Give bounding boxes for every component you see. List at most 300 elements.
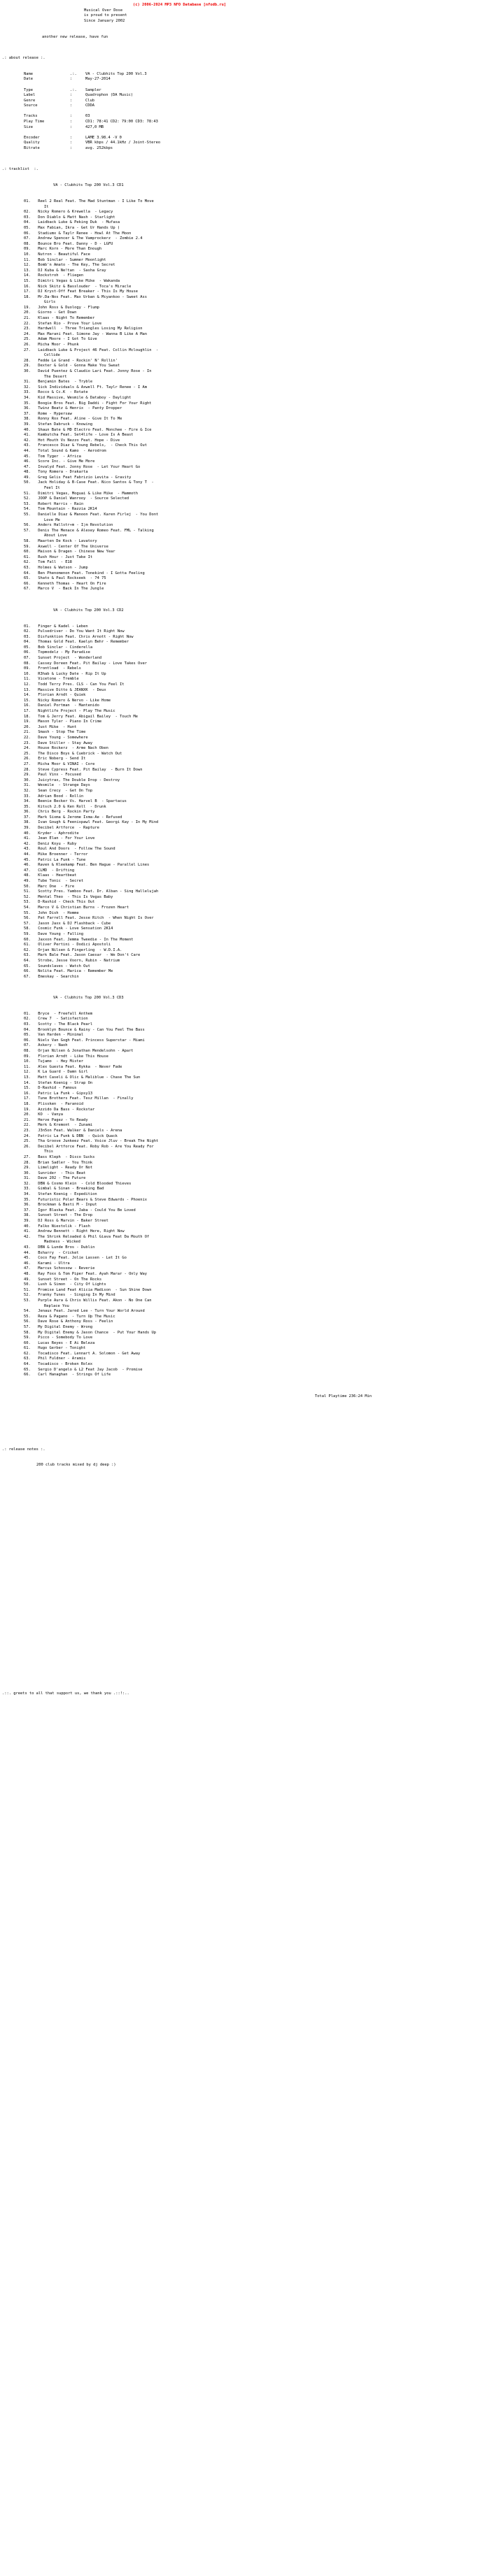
track-line <box>0 1298 487 1304</box>
track-line <box>0 720 487 725</box>
track-number: 27. <box>24 1154 31 1159</box>
spacer <box>0 1548 487 1564</box>
track-title: Cosmic Funk - Love Sensation 2K14 <box>36 926 113 931</box>
track-title: Juicytrax, The Double Drop - Destroy <box>36 778 120 782</box>
release-greeting: another new release, have fun <box>42 34 108 39</box>
track-title: Rocco & Cc.K - Rotate <box>36 390 88 395</box>
track-title: Ben Phenomenon Feat. Tonekind - I Gotta Feeling <box>36 571 145 575</box>
track-line <box>0 199 487 205</box>
track-line <box>0 252 487 258</box>
track-line <box>0 273 487 279</box>
greets-line: .::. greets to all that support us, we thank you .::!:.. <box>2 1691 129 1696</box>
track-title: Kenneth Thomas - Heart On Fire <box>36 581 106 586</box>
track-line <box>0 1341 487 1347</box>
track-line <box>0 624 487 630</box>
track-line <box>0 938 487 943</box>
track-title-continuation: About Love <box>44 534 67 538</box>
release-info-key: Bitrate <box>24 146 40 151</box>
track-line <box>0 1118 487 1124</box>
track-line <box>0 1059 487 1065</box>
track-line <box>0 279 487 285</box>
track-title: Scotty Pres. Yamboo Feat. Dr. Alban - Sing Hallelujah <box>36 889 159 894</box>
spacer <box>0 1564 487 1580</box>
track-title: Niels Van Gogh Feat. Princess Superstar - Miami <box>36 1038 145 1043</box>
track-title: Marc Korn - More Than Enough <box>36 247 102 252</box>
track-line <box>0 1123 487 1129</box>
section-heading-tracklist: .: tracklist :. <box>2 167 38 172</box>
release-info-key: Play Time <box>24 120 45 124</box>
track-number: 15. <box>24 698 31 703</box>
track-number: 18. <box>24 294 31 299</box>
track-number: 66. <box>24 581 31 586</box>
spacer-row <box>0 109 160 115</box>
track-number: 37. <box>24 815 31 820</box>
track-number: 14. <box>24 1080 31 1085</box>
release-info-value: 03 <box>85 114 90 119</box>
track-title: Mark Bale Feat. Jason Caesar - We Don't Care <box>36 953 141 958</box>
track-title: Nightlife Project - Play The Music <box>36 709 115 714</box>
track-number: 30. <box>24 778 31 782</box>
track-title-continuation: Love Me <box>44 517 60 522</box>
track-line <box>0 682 487 688</box>
spacer <box>0 1415 487 1431</box>
track-number: 52. <box>24 894 31 899</box>
release-info-separator: : <box>70 114 73 119</box>
track-number: 06. <box>24 231 31 236</box>
track-line <box>0 789 487 794</box>
track-title: Greg Gelis Feat Fabrizio Levita - Gravity <box>36 475 132 480</box>
track-title: Tocadisco Feat. Lennart A. Solomon - Get Away <box>36 1351 141 1356</box>
track-title: D-Rashid - Check This Out <box>36 900 95 905</box>
track-number: 64. <box>24 958 31 963</box>
track-number: 15. <box>24 278 31 283</box>
track-title: Franky Tunes - Singing In My Mind <box>36 1293 115 1298</box>
track-number: 19. <box>24 1107 31 1112</box>
track-line <box>0 635 487 641</box>
track-title: Igor Blaska Feat. Jaba - Could You Be Loved <box>36 1208 136 1212</box>
track-line <box>0 1325 487 1331</box>
spacer <box>0 1399 487 1415</box>
spacer <box>0 1580 487 1596</box>
track-title: Don Diablo & Matt Nash - Starlight <box>36 215 115 220</box>
track-title-continuation: This <box>44 1150 53 1154</box>
track-number: 19. <box>24 305 31 310</box>
track-number: 06. <box>24 1038 31 1043</box>
track-number: 55. <box>24 513 31 517</box>
track-line <box>0 895 487 901</box>
spacer <box>0 152 487 168</box>
track-line <box>0 805 487 810</box>
track-number: 17. <box>24 289 31 294</box>
track-line <box>0 359 487 364</box>
release-notes-text: 200 club tracks mixed by dj deep :) <box>36 1463 116 1468</box>
track-line <box>0 645 487 651</box>
track-title: Dimitri Vegas, Moguai & Like Mike - Mammoth <box>36 491 139 496</box>
track-line <box>0 258 487 264</box>
track-title: Axwell - Center Of The Universe <box>36 544 108 549</box>
track-line <box>0 1309 487 1315</box>
track-line <box>0 566 487 571</box>
track-title: Sergio D'angelo & L2 Feat Jay Jacob - Promise <box>36 1367 143 1372</box>
track-number: 49. <box>24 879 31 884</box>
track-line <box>0 455 487 460</box>
track-line <box>0 587 487 592</box>
track-line <box>0 757 487 762</box>
track-line <box>0 247 487 252</box>
track-number: 24. <box>24 1133 31 1138</box>
track-title: Eric Noberg - Send It <box>36 757 86 761</box>
track-line <box>0 1139 487 1145</box>
track-line <box>0 661 487 667</box>
spacer <box>0 1468 487 1484</box>
track-line <box>0 1315 487 1320</box>
track-line <box>0 709 487 715</box>
track-line <box>0 226 487 231</box>
track-title: Adam Moore - I Got To Give <box>36 337 97 342</box>
spacer <box>0 62 487 72</box>
track-title: Patric La Funk - Tune <box>36 857 86 862</box>
track-line <box>0 475 487 481</box>
track-number: 28. <box>24 358 31 363</box>
track-number: 10. <box>24 252 31 257</box>
track-line <box>0 337 487 343</box>
track-line <box>0 231 487 237</box>
track-title: Mark Sixma & Jerome Isma-Ae - Refused <box>36 815 122 820</box>
track-title: Daniel Portman - Mantenido <box>36 703 99 708</box>
track-number: 66. <box>24 1373 31 1378</box>
spacer <box>0 1596 487 1612</box>
track-line <box>0 730 487 736</box>
track-number: 55. <box>24 1314 31 1319</box>
track-title: Pat Farrell Feat. Jesse Ritch - When Night Is Over <box>36 916 154 921</box>
track-line <box>0 932 487 938</box>
track-number: 46. <box>24 459 31 464</box>
track-number: 24. <box>24 746 31 751</box>
track-number: 54. <box>24 507 31 512</box>
track-title: Merk & Kremont - Zunami <box>36 1123 93 1128</box>
track-number: 24. <box>24 331 31 336</box>
track-title: Florian Arndt - Quiek <box>36 693 86 698</box>
track-number: 35. <box>24 804 31 809</box>
spacer <box>0 1431 487 1447</box>
track-line <box>0 1012 487 1017</box>
track-line <box>0 1219 487 1224</box>
track-number: 08. <box>24 661 31 666</box>
track-line <box>0 529 487 534</box>
track-number: 50. <box>24 884 31 889</box>
track-number: 21. <box>24 730 31 735</box>
track-line <box>0 1272 487 1278</box>
track-number: 47. <box>24 1266 31 1271</box>
track-number: 53. <box>24 1298 31 1303</box>
track-line <box>0 1357 487 1362</box>
track-line <box>0 1065 487 1071</box>
track-number: 63. <box>24 953 31 958</box>
track-title: Ronny Rox Feat. Aline - Give It To Me <box>36 417 122 422</box>
track-number: 15. <box>24 1086 31 1091</box>
track-line <box>0 269 487 274</box>
track-title: Raven & Kleekamp Feat. Ben Hague - Parallel Lines <box>36 863 150 868</box>
track-title: Mr.Da-Nos Feat. Max Urban & Mcyankoo - Sweet Ass <box>36 294 148 299</box>
track-number: 27. <box>24 761 31 766</box>
release-info-row <box>0 103 160 109</box>
spacer <box>0 1532 487 1548</box>
track-title: Crew 7 - Satisfaction <box>36 1017 88 1022</box>
spacer <box>0 1501 487 1517</box>
track-number: 37. <box>24 411 31 416</box>
track-title: Oliver Pertini - Dodici Apostoli <box>36 943 111 947</box>
track-line <box>0 672 487 678</box>
track-title: Plissken - Paranoid <box>36 1101 84 1106</box>
track-title: Giorno - Get Down <box>36 310 77 315</box>
release-info-separator: : <box>70 103 73 108</box>
release-info-key: Name <box>24 71 33 76</box>
track-title-continuation: Replace You <box>44 1303 69 1308</box>
track-title: Cassey Doreen Feat. Pit Bailay - Love Takes Over <box>36 661 148 666</box>
track-line <box>0 306 487 311</box>
track-line <box>0 513 487 518</box>
track-title: Azzido Da Bass - Rockstar <box>36 1107 95 1112</box>
track-number: 59. <box>24 931 31 936</box>
track-line <box>0 1192 487 1198</box>
track-number: 52. <box>24 1293 31 1298</box>
track-title-continuation: Girls <box>44 300 56 305</box>
track-title: Dave Stiller - Stay Away <box>36 740 93 745</box>
track-line <box>0 752 487 757</box>
track-line <box>0 385 487 391</box>
track-line <box>0 390 487 396</box>
track-line <box>0 443 487 449</box>
track-line <box>0 677 487 682</box>
track-line <box>0 1054 487 1060</box>
track-title: Scotty - The Black Pearl <box>36 1022 93 1027</box>
track-line <box>0 736 487 741</box>
track-line <box>0 879 487 885</box>
track-title: Jack Holiday & B-Case Feat. Nico Santos & Tony T - <box>36 480 154 485</box>
track-number: 42. <box>24 841 31 846</box>
track-number: 36. <box>24 406 31 411</box>
track-number: 46. <box>24 863 31 868</box>
track-title-continuation: Madness - Wicked <box>44 1240 80 1245</box>
release-info-value: May-27-2014 <box>85 77 111 82</box>
track-line <box>0 417 487 422</box>
track-number: 31. <box>24 380 31 385</box>
track-line <box>0 820 487 826</box>
track-number: 22. <box>24 321 31 326</box>
track-title: DBN & Cosmo Klein - Cold Blooded Thieves <box>36 1181 132 1186</box>
track-number: 58. <box>24 539 31 543</box>
track-line <box>0 640 487 645</box>
track-line <box>0 688 487 694</box>
track-line <box>0 852 487 858</box>
release-info-separator: : <box>70 93 73 98</box>
track-number: 29. <box>24 773 31 778</box>
track-title: Stadiumx & Taylr Renee - Howl At The Moon <box>36 231 132 236</box>
track-title: John Ross & Duology - Flump <box>36 305 99 310</box>
track-number: 56. <box>24 1319 31 1324</box>
track-number: 05. <box>24 1033 31 1038</box>
track-number: 29. <box>24 364 31 368</box>
track-number: 34. <box>24 799 31 804</box>
track-line <box>0 1102 487 1108</box>
track-title: Marco V - Back In The Jungle <box>36 587 104 592</box>
track-line <box>0 1155 487 1161</box>
track-number: 62. <box>24 1351 31 1356</box>
spacer <box>0 1001 487 1012</box>
release-info-key: Label <box>24 93 36 98</box>
track-number: 06. <box>24 650 31 655</box>
track-title: Shaun Bate & MD Electro Feat. Monchee - Fire & Ice <box>36 427 152 432</box>
track-title: Rush Hour - Just Take It <box>36 554 93 559</box>
track-number: 35. <box>24 1197 31 1202</box>
track-title: Bass Kleph - Disco Sucks <box>36 1154 95 1159</box>
track-title: Tom Mountain - Razzia 2K14 <box>36 507 97 512</box>
track-line <box>0 746 487 752</box>
track-title: Ivan Gough & Feenixpawl Feat. Georgi Kay - In My Mind <box>36 820 159 825</box>
track-line <box>0 539 487 545</box>
release-info-value: Quadrophon (DA Music) <box>85 93 134 98</box>
track-title: Kryder - Aphrodite <box>36 831 79 836</box>
track-title: DJ Kuba & Ne!tan - Sasha Gray <box>36 268 106 273</box>
track-line <box>0 826 487 831</box>
track-number: 64. <box>24 1362 31 1367</box>
track-number: 45. <box>24 857 31 862</box>
track-title: Kitsch 2.0 & Ken Roll - Drunk <box>36 804 106 809</box>
track-title: JOOP & Daniel Wanrooy - Source Selected <box>36 496 129 501</box>
track-number: 65. <box>24 576 31 581</box>
disc-title: VA - Clubhits Top 200 Vol.3 CD1 <box>53 183 124 188</box>
track-number: 25. <box>24 337 31 342</box>
track-number: 01. <box>24 199 31 203</box>
track-number: 65. <box>24 964 31 968</box>
track-line <box>0 1187 487 1192</box>
track-line <box>0 332 487 338</box>
track-line <box>0 396 487 401</box>
track-number: 30. <box>24 369 31 373</box>
track-number: 19. <box>24 720 31 724</box>
release-info-separator: : <box>70 135 73 140</box>
release-info-value: avg. 252kbps <box>85 146 113 151</box>
track-title: Tune Brothers Feat. Tesz Millan - Finally <box>36 1096 134 1101</box>
track-line <box>0 1266 487 1272</box>
track-line <box>0 906 487 911</box>
nfodb-copyright: (c) 2006-2024 MP3 NFO Database [nfodb.ru] <box>133 3 227 7</box>
track-line <box>0 943 487 948</box>
track-line <box>0 768 487 773</box>
track-line <box>0 289 487 295</box>
track-line <box>0 242 487 248</box>
track-title: Phil Fuldner - Aramis <box>36 1357 86 1361</box>
spacer <box>0 613 487 624</box>
tracklist-container <box>0 183 487 1378</box>
track-title: Vicetone - Tremble <box>36 677 79 682</box>
track-line <box>0 799 487 805</box>
track-number: 55. <box>24 910 31 915</box>
track-number: 18. <box>24 714 31 719</box>
track-number: 13. <box>24 1075 31 1080</box>
track-number: 49. <box>24 1277 31 1282</box>
track-title: Jason Jaxx & DJ Flashback - Cube <box>36 921 111 926</box>
track-line <box>0 1112 487 1118</box>
track-title: Dave 202 - The Future <box>36 1176 86 1181</box>
track-line <box>0 1033 487 1038</box>
spacer <box>0 1612 487 1628</box>
track-title: Patric La Funk & DBN - Quick Quack <box>36 1133 118 1138</box>
track-title: Stefan Koenig - Strap On <box>36 1080 93 1085</box>
track-number: 52. <box>24 496 31 501</box>
track-title: DBN & Lunde Bros - Dublin <box>36 1245 95 1250</box>
track-number: 18. <box>24 1101 31 1106</box>
track-number: 48. <box>24 470 31 475</box>
track-title: Brian Sadler - You Think <box>36 1160 93 1165</box>
track-title: Hardwell - Three Triangles Losing My Religion <box>36 327 143 331</box>
track-number: 49. <box>24 475 31 480</box>
release-info-separator: : <box>70 98 73 103</box>
track-line <box>0 1282 487 1288</box>
track-title: Massive Ditto & JEANXK - Deux <box>36 687 106 692</box>
track-number: 36. <box>24 1203 31 1208</box>
track-title: KO - Vanya <box>36 1112 63 1117</box>
release-info-separator: : <box>70 146 73 151</box>
release-info-separator: .:. <box>70 87 77 92</box>
track-line <box>0 693 487 699</box>
track-number: 44. <box>24 852 31 857</box>
track-line <box>0 1331 487 1336</box>
track-line <box>0 422 487 428</box>
track-number: 45. <box>24 1256 31 1261</box>
release-info-key: Quality <box>24 141 40 145</box>
track-title: Hot Mouth Vs Nezzo Feat. Hope - Dive <box>36 438 120 443</box>
track-line <box>0 836 487 842</box>
spacer <box>0 1644 487 1660</box>
track-line <box>0 842 487 847</box>
track-line <box>0 900 487 906</box>
track-line <box>0 555 487 561</box>
track-number: 56. <box>24 916 31 921</box>
track-number: 14. <box>24 693 31 698</box>
track-title: Tocadisco - Broken Rolex <box>36 1362 93 1367</box>
track-line <box>0 433 487 438</box>
release-info-value: 427,0 MB <box>85 124 104 129</box>
track-line <box>0 401 487 407</box>
track-title: Picco - Somebody To Love <box>36 1336 93 1340</box>
track-number: 40. <box>24 831 31 836</box>
track-title: Micha Moor & VINAI - Core <box>36 761 95 766</box>
track-number: 11. <box>24 1064 31 1069</box>
track-title: Brockman & Basti M - Input <box>36 1203 97 1208</box>
track-title: Dave Rose & Anthony Ross - Feelin <box>36 1319 113 1324</box>
track-title: Tom Fall - E18 <box>36 560 72 565</box>
track-title: Orjan Nilsen & Fingerling - W.D.I.A. <box>36 947 122 952</box>
track-title: Hugo Gerber - Tonight <box>36 1346 86 1351</box>
track-title: Laidback Luke & Project 46 Feat. Collin Mcloughlin - <box>36 348 159 352</box>
spacer <box>0 980 487 996</box>
track-number: 51. <box>24 1287 31 1292</box>
track-title: Beenie Becker Vs. Harvel B - Spartacus <box>36 799 127 804</box>
track-number: 05. <box>24 225 31 230</box>
track-number: 01. <box>24 1011 31 1016</box>
track-number: 33. <box>24 390 31 395</box>
release-info-row <box>0 141 160 146</box>
track-number: 43. <box>24 443 31 448</box>
track-number: 16. <box>24 1091 31 1096</box>
track-line <box>0 449 487 455</box>
track-title: Bounce Bro Feat. Danny - D - LGFU <box>36 241 113 246</box>
track-number: 03. <box>24 634 31 639</box>
track-number: 60. <box>24 1340 31 1345</box>
track-title: House Rockerz - Arme Nach Oben <box>36 746 108 751</box>
track-title: Sunset Project - Wonderland <box>36 656 102 661</box>
